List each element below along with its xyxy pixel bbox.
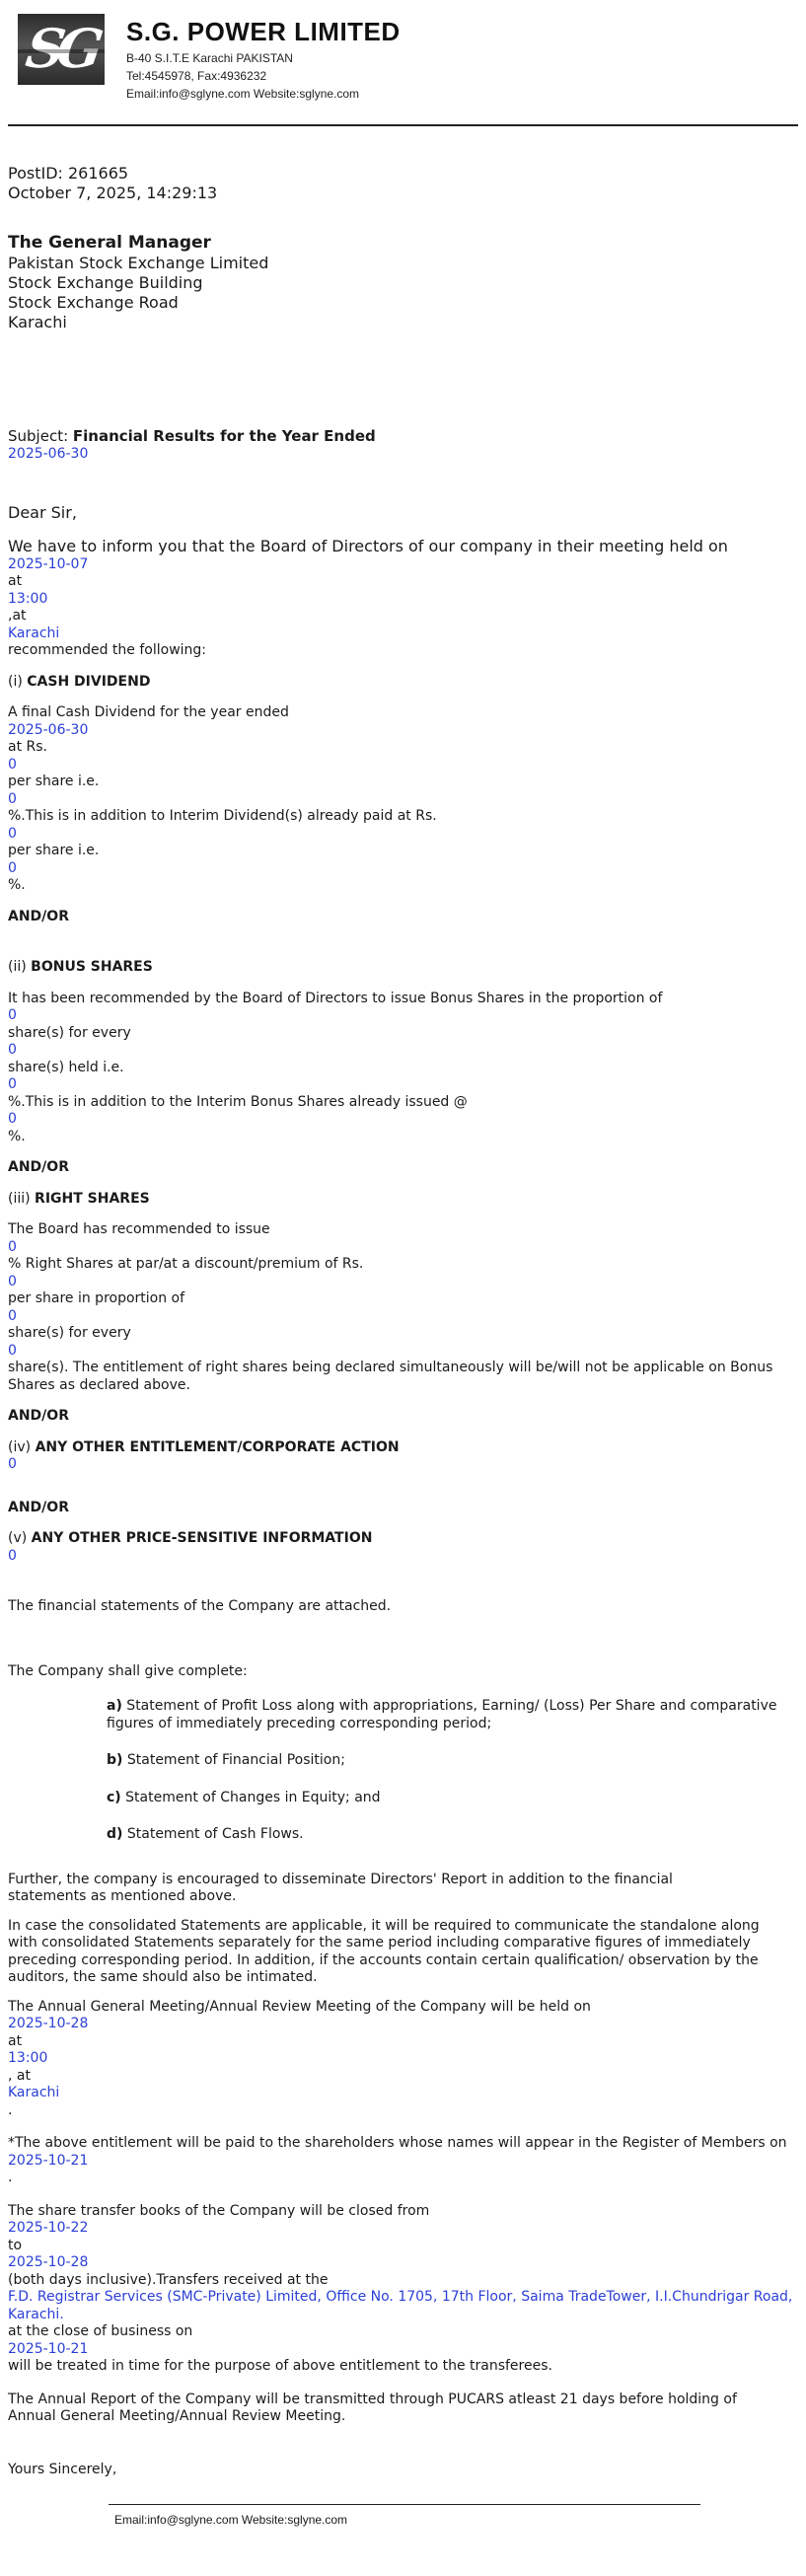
consolidated-statements: In case the consolidated Statements are applicable, it will be required to communicate the standalone along with consolidated Statements separately for the same period including comparative figures of immediately preceding corresponding period. In addition, if the accounts contain certain qualification/ observation by the auditors, the same should also be intimated. [8, 1917, 760, 1985]
item-text: Statement of Profit Loss along with appropriations, Earning/ (Loss) Per Share and comparative figures of immediately preceding corresponding period; [107, 1698, 777, 1731]
bonus-value: 0 [8, 1042, 17, 1058]
right-text: share(s) for every [8, 1325, 131, 1341]
company-logo [18, 14, 105, 85]
directors-report: Further, the company is encouraged to disseminate Directors' Report in addition to the financial statements as mentioned above. [8, 1871, 673, 1904]
subject-line [8, 427, 798, 446]
company-tel-fax: Tel:4545978, Fax:4936232 [126, 68, 267, 83]
recipient-line: Stock Exchange Building [8, 273, 203, 293]
logo-text: SG [23, 17, 101, 81]
list-item [107, 1790, 777, 1807]
intro-at-place: ,at [8, 608, 27, 624]
recipient-line: Karachi [8, 313, 67, 332]
bonus-shares-heading [8, 959, 798, 977]
company-info [126, 14, 401, 102]
section-number: (ii) [8, 959, 32, 975]
right-value: 0 [8, 1238, 17, 1255]
cash-dividend-year-end: 2025-06-30 [8, 721, 89, 738]
right-value: 0 [8, 1307, 17, 1324]
right-value: 0 [8, 1273, 17, 1289]
cash-dividend-text: per share i.e. [8, 773, 100, 789]
other-entitlement-heading [8, 1439, 798, 1457]
meeting-time: 13:00 [8, 590, 48, 607]
other-info-heading [8, 1530, 798, 1548]
cash-dividend-text: %. [8, 877, 26, 893]
agm-date: 2025-10-28 [8, 2016, 89, 2031]
agm-dot: . [8, 2101, 13, 2118]
item-text: Statement of Changes in Equity; and [120, 1789, 381, 1805]
right-value: 0 [8, 1342, 17, 1359]
item-text: Statement of Cash Flows. [122, 1826, 304, 1842]
footer-divider [109, 2504, 700, 2505]
bonus-text: share(s) held i.e. [8, 1059, 124, 1075]
item-label: b) [107, 1752, 123, 1768]
intro-tail: recommended the following: [8, 642, 207, 658]
bonus-text: %.This is in addition to the Interim Bonus Shares already issued @ [8, 1093, 468, 1110]
bonus-text: share(s) for every [8, 1024, 131, 1041]
cash-dividend-heading [8, 674, 798, 692]
company-email-web: Email:info@sglyne.com Website:sglyne.com [126, 86, 360, 101]
register-date: 2025-10-21 [8, 2152, 89, 2169]
and-or-label: AND/OR [8, 1159, 69, 1175]
item-label: a) [107, 1698, 122, 1714]
and-or-label: AND/OR [8, 908, 69, 924]
footer-contact: Email:info@sglyne.com Website:sglyne.com [114, 2513, 348, 2527]
registrar-address: F.D. Registrar Services (SMC-Private) Limited, Office No. 1705, 17th Floor, Saima TradeTower, I.I.Chundrigar Road, Karachi. [8, 2289, 793, 2322]
right-text: % Right Shares at par/at a discount/premium of Rs. [8, 1256, 364, 1272]
company-address: B-40 S.I.T.E Karachi PAKISTAN [126, 50, 293, 65]
list-item [107, 1752, 777, 1770]
agm-at: at [8, 2032, 23, 2049]
closure-from-date: 2025-10-22 [8, 2220, 89, 2236]
section-title: RIGHT SHARES [35, 1190, 150, 1207]
bonus-value: 0 [8, 1007, 17, 1023]
meeting-place: Karachi [8, 625, 60, 641]
and-or-label: AND/OR [8, 1499, 69, 1515]
entitlement-text: *The above entitlement will be paid to the shareholders whose names will appear in the Register of Members on [8, 2135, 787, 2151]
item-label: c) [107, 1789, 121, 1805]
list-item [107, 1826, 777, 1844]
bonus-value: 0 [8, 1076, 17, 1092]
entitlement-dot: . [8, 2170, 13, 2185]
item-text: Statement of Financial Position; [122, 1752, 345, 1768]
statements-list [107, 1698, 777, 1844]
section-number: (v) [8, 1530, 32, 1546]
bonus-value: 0 [8, 1111, 17, 1127]
closure-close: at the close of business on [8, 2323, 193, 2339]
other-info-value: 0 [8, 1547, 17, 1564]
shall-give: The Company shall give complete: [8, 1662, 248, 1679]
subject-text: Financial Results for the Year Ended [72, 427, 376, 446]
intro-text: We have to inform you that the Board of Directors of our company in their meeting held on [8, 536, 728, 555]
subject-prefix: Subject: [8, 427, 73, 446]
list-item [107, 1698, 777, 1732]
right-shares-heading [8, 1191, 798, 1209]
recipient-line: Stock Exchange Road [8, 293, 179, 313]
section-title: CASH DIVIDEND [27, 673, 151, 690]
cash-dividend-text: %.This is in addition to Interim Dividend(s) already paid at Rs. [8, 808, 437, 824]
book-closure-text: The share transfer books of the Company will be closed from [8, 2202, 430, 2219]
right-text: The Board has recommended to issue [8, 1221, 270, 1237]
cash-dividend-text: A final Cash Dividend for the year ended [8, 704, 289, 720]
cash-dividend-text: at Rs. [8, 739, 47, 755]
recipient-line: Pakistan Stock Exchange Limited [8, 254, 269, 273]
closure-treated: will be treated in time for the purpose of above entitlement to the transferees. [8, 2358, 552, 2374]
agm-at-place: , at [8, 2067, 31, 2084]
and-or-label: AND/OR [8, 1408, 69, 1424]
letterhead [8, 14, 798, 110]
subject-date: 2025-06-30 [8, 446, 89, 462]
cash-dividend-value: 0 [8, 756, 17, 773]
meeting-date: 2025-10-07 [8, 555, 89, 572]
salutation: Dear Sir, [8, 502, 77, 522]
section-number: (iv) [8, 1438, 36, 1455]
statements-attached: The financial statements of the Company are attached. [8, 1598, 392, 1614]
agm-time: 13:00 [8, 2050, 48, 2066]
bonus-text: %. [8, 1128, 26, 1144]
closure-inclusive: (both days inclusive).Transfers received at the [8, 2271, 329, 2288]
section-number: (i) [8, 673, 28, 690]
annual-report: The Annual Report of the Company will be transmitted through PUCARS atleast 21 days before holding of Annual General Meeting/Annual Review Meeting. [8, 2391, 737, 2424]
cash-dividend-text: per share i.e. [8, 843, 100, 858]
right-text: per share in proportion of [8, 1290, 185, 1306]
other-entitlement-value: 0 [8, 1456, 17, 1472]
section-number: (iii) [8, 1190, 36, 1207]
post-id: PostID: 261665 [8, 164, 129, 183]
intro-at: at [8, 573, 23, 589]
closure-to-date: 2025-10-28 [8, 2254, 89, 2270]
cash-dividend-value: 0 [8, 825, 17, 842]
post-datetime: October 7, 2025, 14:29:13 [8, 184, 218, 202]
bonus-text: It has been recommended by the Board of Directors to issue Bonus Shares in the proportion of [8, 990, 663, 1006]
close-of-business-date: 2025-10-21 [8, 2340, 89, 2357]
section-title: ANY OTHER ENTITLEMENT/CORPORATE ACTION [35, 1438, 400, 1455]
recipient-title: The General Manager [8, 233, 211, 253]
section-title: ANY OTHER PRICE-SENSITIVE INFORMATION [31, 1530, 373, 1546]
cash-dividend-value: 0 [8, 859, 17, 876]
closure-to: to [8, 2237, 23, 2253]
section-title: BONUS SHARES [31, 959, 153, 975]
company-name: S.G. POWER LIMITED [126, 17, 401, 46]
agm-text: The Annual General Meeting/Annual Review Meeting of the Company will be held on [8, 1998, 591, 2015]
cash-dividend-value: 0 [8, 790, 17, 807]
item-label: d) [107, 1826, 123, 1842]
closing: Yours Sincerely, [8, 2461, 117, 2477]
agm-place: Karachi [8, 2085, 60, 2100]
right-text: share(s). The entitlement of right shares being declared simultaneously will be/will not be applicable on Bonus Shares as declared above. [8, 1360, 773, 1393]
